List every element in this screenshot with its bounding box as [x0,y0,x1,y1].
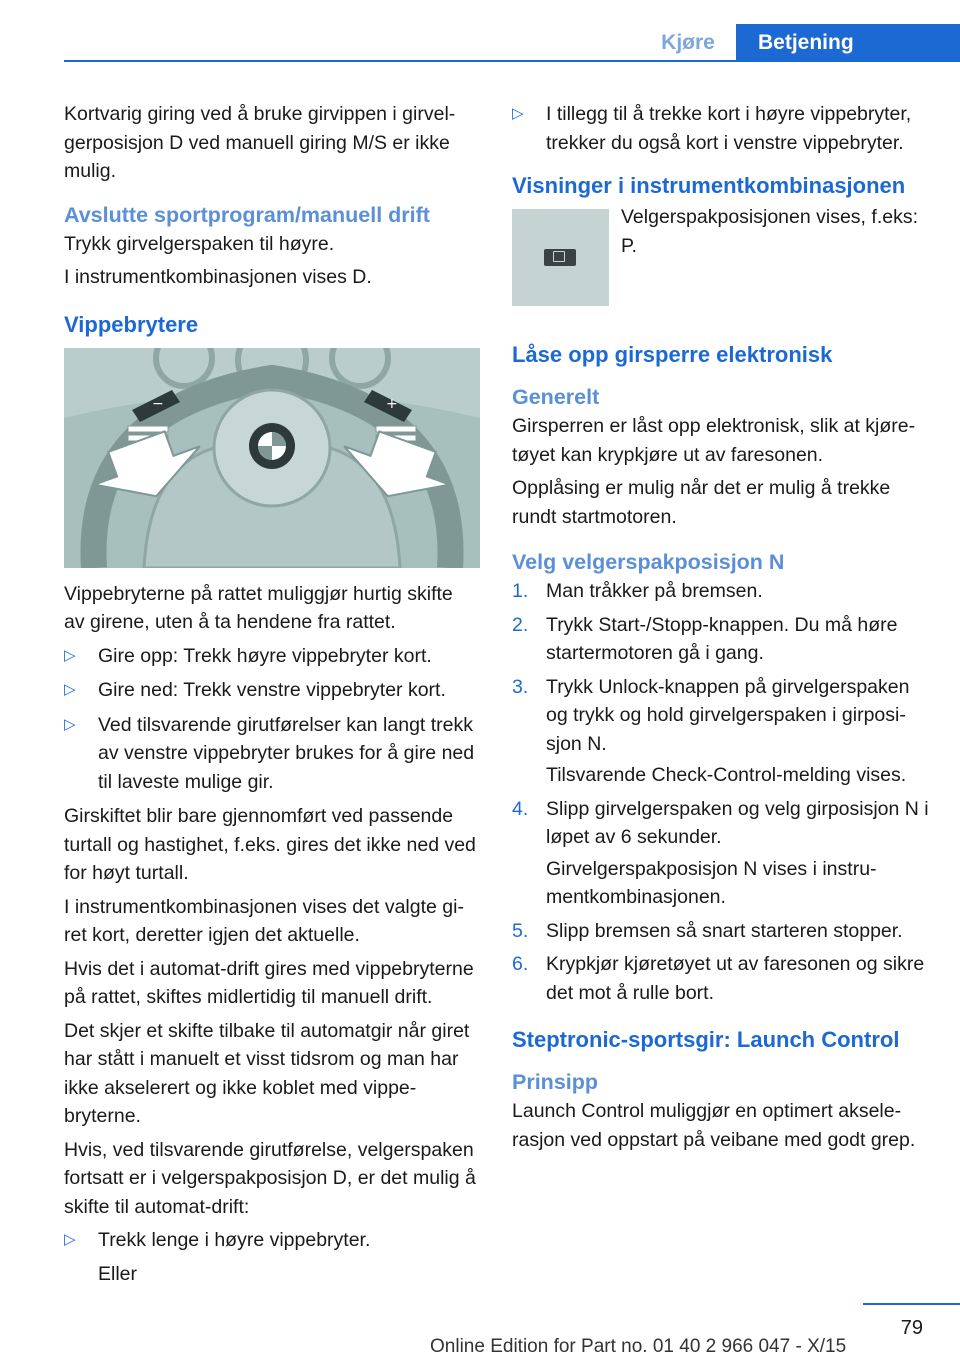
footer-rule [863,1303,960,1305]
list-item: ▷ Gire ned: Trekk venstre vippebryter kort. [64,676,478,705]
list-item: ▷ Trekk lenge i høyre vippebryter. Eller [64,1226,478,1288]
heading-paddles: Vippebrytere [64,311,199,337]
steering-wheel-illustration [64,348,480,568]
list-item: 6. Krypkjør kjøretøyet ut av faresonen og sikre det mot å rulle bort. [512,953,925,1004]
display-text: Velgerspakposisjonen vises, f.eks: P. [621,206,918,257]
plus-label: + [386,395,398,412]
heading-select-n: Velg velgerspakposisjon N [512,550,785,574]
list-item: 3. Trykk Unlock-knappen på girvelgerspaken og trykk og hold girvelgerspaken i girposisjon N. Tilsvarende Check-Control-melding vises. [512,673,932,790]
heading-launch-control: Steptronic-sportsgir: Launch Control [512,1027,900,1052]
right-column [512,100,932,1159]
bullet-sub-text: Eller [98,1262,138,1285]
paragraph-auto-to-manual: Hvis det i automat-drift gires med vippebryterne på rattet, skiftes midlertidig til manuell drift. [64,957,474,1008]
paragraph-switch-auto: Hvis, ved tilsvarende girutførelse, velgerspaken fortsatt er i velgerspakposisjon D, er det mulig å skifte til automat-drift: [64,1138,476,1218]
left-column [64,100,478,1294]
display-row [512,206,932,306]
list-item: ▷ I tillegg til å trekke kort i høyre vippebryter, trekker du også kort i venstre vippebryter. [512,100,932,157]
gear-p-indicator-icon [544,249,576,266]
intro-paragraph: Kortvarig giring ved å bruke girvippen i girvelgerposisjon D ved manuell giring M/S er ikke mulig. [64,103,456,182]
list-item: 2. Trykk Start-/Stopp-knappen. Du må høre startermotoren gå i gang. [512,613,898,664]
paddles-paragraph: Vippebryterne på rattet muliggjør hurtig skifte av girene, uten å ta hendene fra rattet. [64,582,453,633]
triangle-bullet-icon: ▷ [64,1231,76,1248]
triangle-bullet-icon: ▷ [64,715,76,733]
steps-list [512,577,932,1007]
bmw-logo-icon [249,423,295,469]
step-note: Girvelgerspakposisjon N vises i instrumentkombinasjonen. [546,857,877,908]
instrument-display-image [512,209,609,306]
exit-paragraph-1: Trykk girvelgerspaken til høyre. [64,232,335,255]
paragraph-back-to-auto: Det skjer et skifte tilbake til automatgir når giret har stått i manuelt et visst tidsrom og man har ikke akselerert og ikke koblet med vippebryterne. [64,1019,470,1127]
heading-display: Visninger i instrumentkombinasjonen [512,173,906,198]
list-item: 5. Slipp bremsen så snart starteren stopper. [512,919,903,942]
tab-kjore[interactable]: Kjøre [661,31,715,54]
paragraph-shift-conditions: Girskiftet blir bare gjennomført ved passende turtall og hastighet, f.eks. gires det ikke ned ved for høyt turtall. [64,805,476,884]
footer-edition: Online Edition for Part no. 01 40 2 966 047 - X/15 [430,1336,847,1357]
page-number: 79 [900,1317,923,1339]
list-item: 1. Man tråkker på bremsen. [512,580,763,602]
principle-paragraph: Launch Control muliggjør en optimert akselerasjon ved oppstart på veibane med godt grep. [512,1100,916,1151]
exit-paragraph-2: I instrumentkombinasjonen vises D. [64,266,372,288]
tab-betjening[interactable]: Betjening [736,24,960,62]
list-item: ▷ Gire opp: Trekk høyre vippebryter kort. [64,642,478,671]
triangle-bullet-icon: ▷ [512,105,524,122]
general-paragraph-2: Opplåsing er mulig når det er mulig å trekke rundt startmotoren. [512,477,891,528]
heading-principle: Prinsipp [512,1070,599,1094]
heading-general: Generelt [512,385,600,409]
paragraph-display-gear: I instrumentkombinasjonen vises det valgte giret kort, deretter igjen det aktuelle. [64,895,464,946]
triangle-bullet-icon: ▷ [64,646,76,664]
list-item: 4. Slipp girvelgerspaken og velg girposisjon N i løpet av 6 sekunder. Girvelgerspakposisjon N vises i instrumentkombinasjonen. [512,795,932,912]
heading-unlock: Låse opp girsperre elektronisk [512,342,833,367]
general-paragraph-1: Girsperren er låst opp elektronisk, slik at kjøretøyet kan krypkjøre ut av faresonen. [512,415,916,466]
top-bullets [512,100,932,157]
step-note: Tilsvarende Check-Control-melding vises. [546,764,907,786]
list-item: ▷ Ved tilsvarende girutførelser kan langt trekk av venstre vippebryter brukes for å gire ned til laveste mulige gir. [64,711,478,797]
triangle-bullet-icon: ▷ [64,681,76,698]
paddle-bullets [64,642,478,797]
heading-exit-sport: Avslutte sportprogram/manuell drift [64,202,430,227]
minus-label: − [152,395,164,412]
auto-bullets [64,1226,478,1288]
